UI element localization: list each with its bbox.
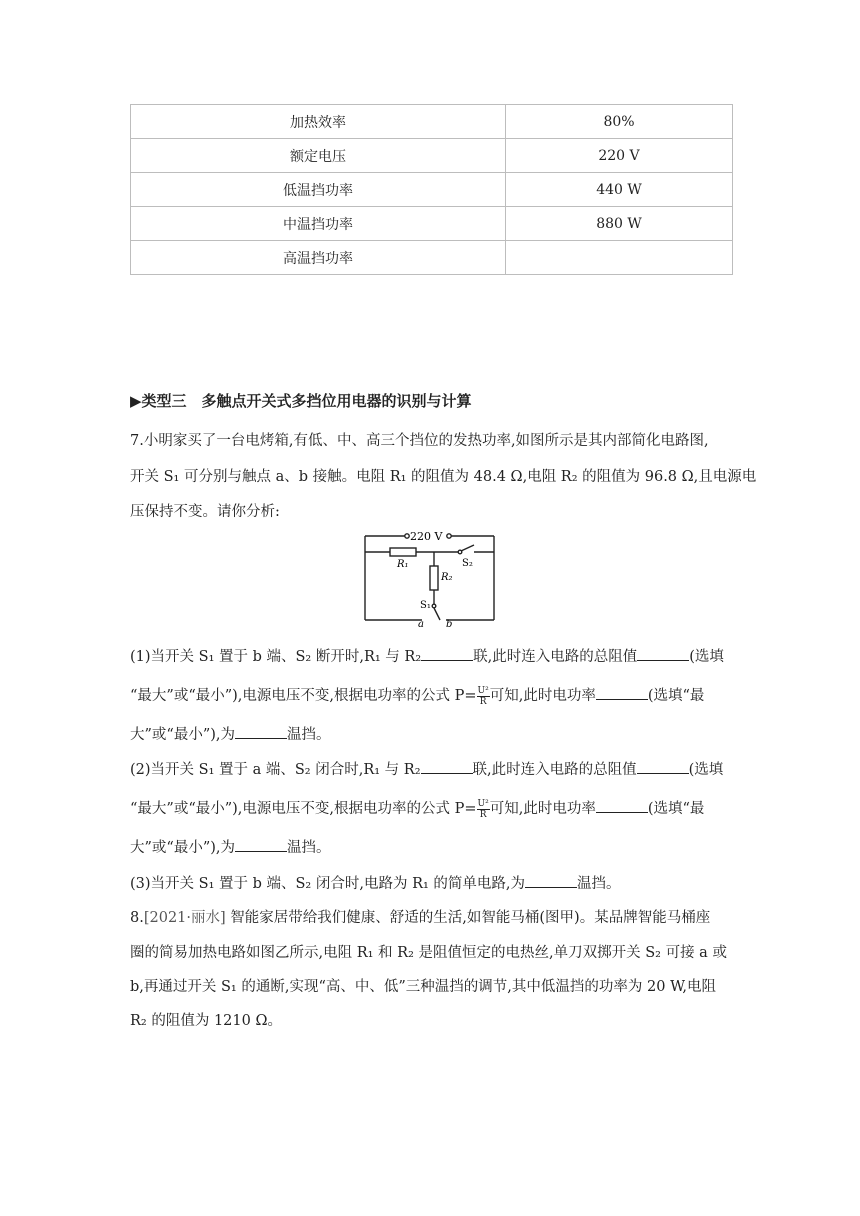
q7-line-1: 7.小明家买了一台电烤箱,有低、中、高三个挡位的发热功率,如图所示是其内部简化电路图, (130, 433, 709, 449)
table-cell-label: 高温挡功率 (131, 241, 506, 275)
circuit-diagram (360, 528, 500, 628)
q8-line-1 (130, 906, 730, 927)
text-span: (选填“最 (647, 688, 705, 704)
answer-blank[interactable] (235, 837, 287, 852)
text-span: 温挡。 (287, 727, 331, 743)
q7-line-3: 压保持不变。请你分析: (130, 504, 280, 520)
text-span: 可知,此时电功率 (489, 688, 596, 704)
text-span: 智能家居带给我们健康、舒适的生活,如智能马桶(图甲)。某品牌智能马桶座 (225, 910, 711, 926)
q7-part3-line (130, 872, 730, 893)
answer-blank[interactable] (421, 759, 473, 774)
q7-part2-line2 (130, 797, 730, 820)
formula-numerator: U² (477, 685, 489, 696)
text-span: 大”或“最小”),为 (130, 727, 236, 743)
table-cell-value: 220 V (506, 139, 733, 173)
table-row (131, 207, 733, 241)
table-row (131, 241, 733, 275)
table-cell-value: 880 W (506, 207, 733, 241)
formula-denominator: R (479, 696, 487, 707)
text-span: 可知,此时电功率 (489, 801, 596, 817)
text-span: (2)当开关 S₁ 置于 a 端、S₂ 闭合时,R₁ 与 R₂ (130, 762, 421, 778)
text-span: 联,此时连入电路的总阻值 (473, 649, 638, 665)
answer-blank[interactable] (596, 798, 648, 813)
table-row (131, 173, 733, 207)
s1-label: S₁ (420, 600, 431, 611)
answer-blank[interactable] (421, 646, 473, 661)
power-formula (477, 799, 490, 820)
q8-line-2: 圈的简易加热电路如图乙所示,电阻 R₁ 和 R₂ 是阻值恒定的电热丝,单刀双掷开关 S₂ 可接 a 或 (130, 945, 727, 961)
parameter-table (130, 104, 733, 275)
table-cell-value: 80% (506, 105, 733, 139)
formula-numerator: U² (477, 798, 489, 809)
r2-label: R₂ (441, 572, 453, 583)
section-title: ▶类型三 多触点开关式多挡位用电器的识别与计算 (130, 392, 472, 410)
question-number: 8. (130, 910, 144, 926)
answer-blank[interactable] (637, 759, 689, 774)
table-cell-label: 额定电压 (131, 139, 506, 173)
r1-label: R₁ (397, 559, 409, 570)
s2-label: S₂ (462, 558, 473, 569)
table-cell-value (506, 241, 733, 275)
q7-line-2: 开关 S₁ 可分别与触点 a、b 接触。电阻 R₁ 的阻值为 48.4 Ω,电阻 R₂ 的阻值为 96.8 Ω,且电源电 (130, 469, 757, 485)
text-span: “最大”或“最小”),电源电压不变,根据电功率的公式 P= (130, 801, 477, 817)
text-span: (3)当开关 S₁ 置于 b 端、S₂ 闭合时,电路为 R₁ 的简单电路,为 (130, 876, 526, 892)
table-cell-label: 中温挡功率 (131, 207, 506, 241)
table-row (131, 139, 733, 173)
q7-part1-line3 (130, 723, 730, 744)
source-tag: [2021·丽水] (143, 910, 226, 926)
q8-line-4: R₂ 的阻值为 1210 Ω。 (130, 1013, 282, 1029)
table-cell-value: 440 W (506, 173, 733, 207)
q7-part1-line2 (130, 684, 730, 707)
formula-denominator: R (479, 809, 487, 820)
answer-blank[interactable] (596, 685, 648, 700)
answer-blank[interactable] (235, 724, 287, 739)
text-span: (选填 (689, 649, 724, 665)
table-cell-label: 低温挡功率 (131, 173, 506, 207)
text-span: (选填 (688, 762, 724, 778)
answer-blank[interactable] (637, 646, 689, 661)
q7-part1-line1 (130, 645, 730, 666)
contact-b-label: b (446, 619, 453, 628)
text-span: 温挡。 (577, 876, 621, 892)
table-row (131, 105, 733, 139)
q7-part2-line1 (130, 758, 730, 779)
text-span: 联,此时连入电路的总阻值 (472, 762, 637, 778)
power-formula (477, 686, 490, 707)
q8-line-3: b,再通过开关 S₁ 的通断,实现“高、中、低”三种温挡的调节,其中低温挡的功率为 20 W,电阻 (130, 979, 717, 995)
text-span: (选填“最 (647, 801, 705, 817)
answer-blank[interactable] (525, 873, 577, 888)
contact-a-label: a (418, 619, 424, 628)
q7-part2-line3 (130, 836, 730, 857)
text-span: “最大”或“最小”),电源电压不变,根据电功率的公式 P= (130, 688, 477, 704)
voltage-label: 220 V (410, 530, 443, 543)
text-span: (1)当开关 S₁ 置于 b 端、S₂ 断开时,R₁ 与 R₂ (130, 649, 422, 665)
text-span: 大”或“最小”),为 (130, 840, 236, 856)
table-cell-label: 加热效率 (131, 105, 506, 139)
text-span: 温挡。 (287, 840, 331, 856)
